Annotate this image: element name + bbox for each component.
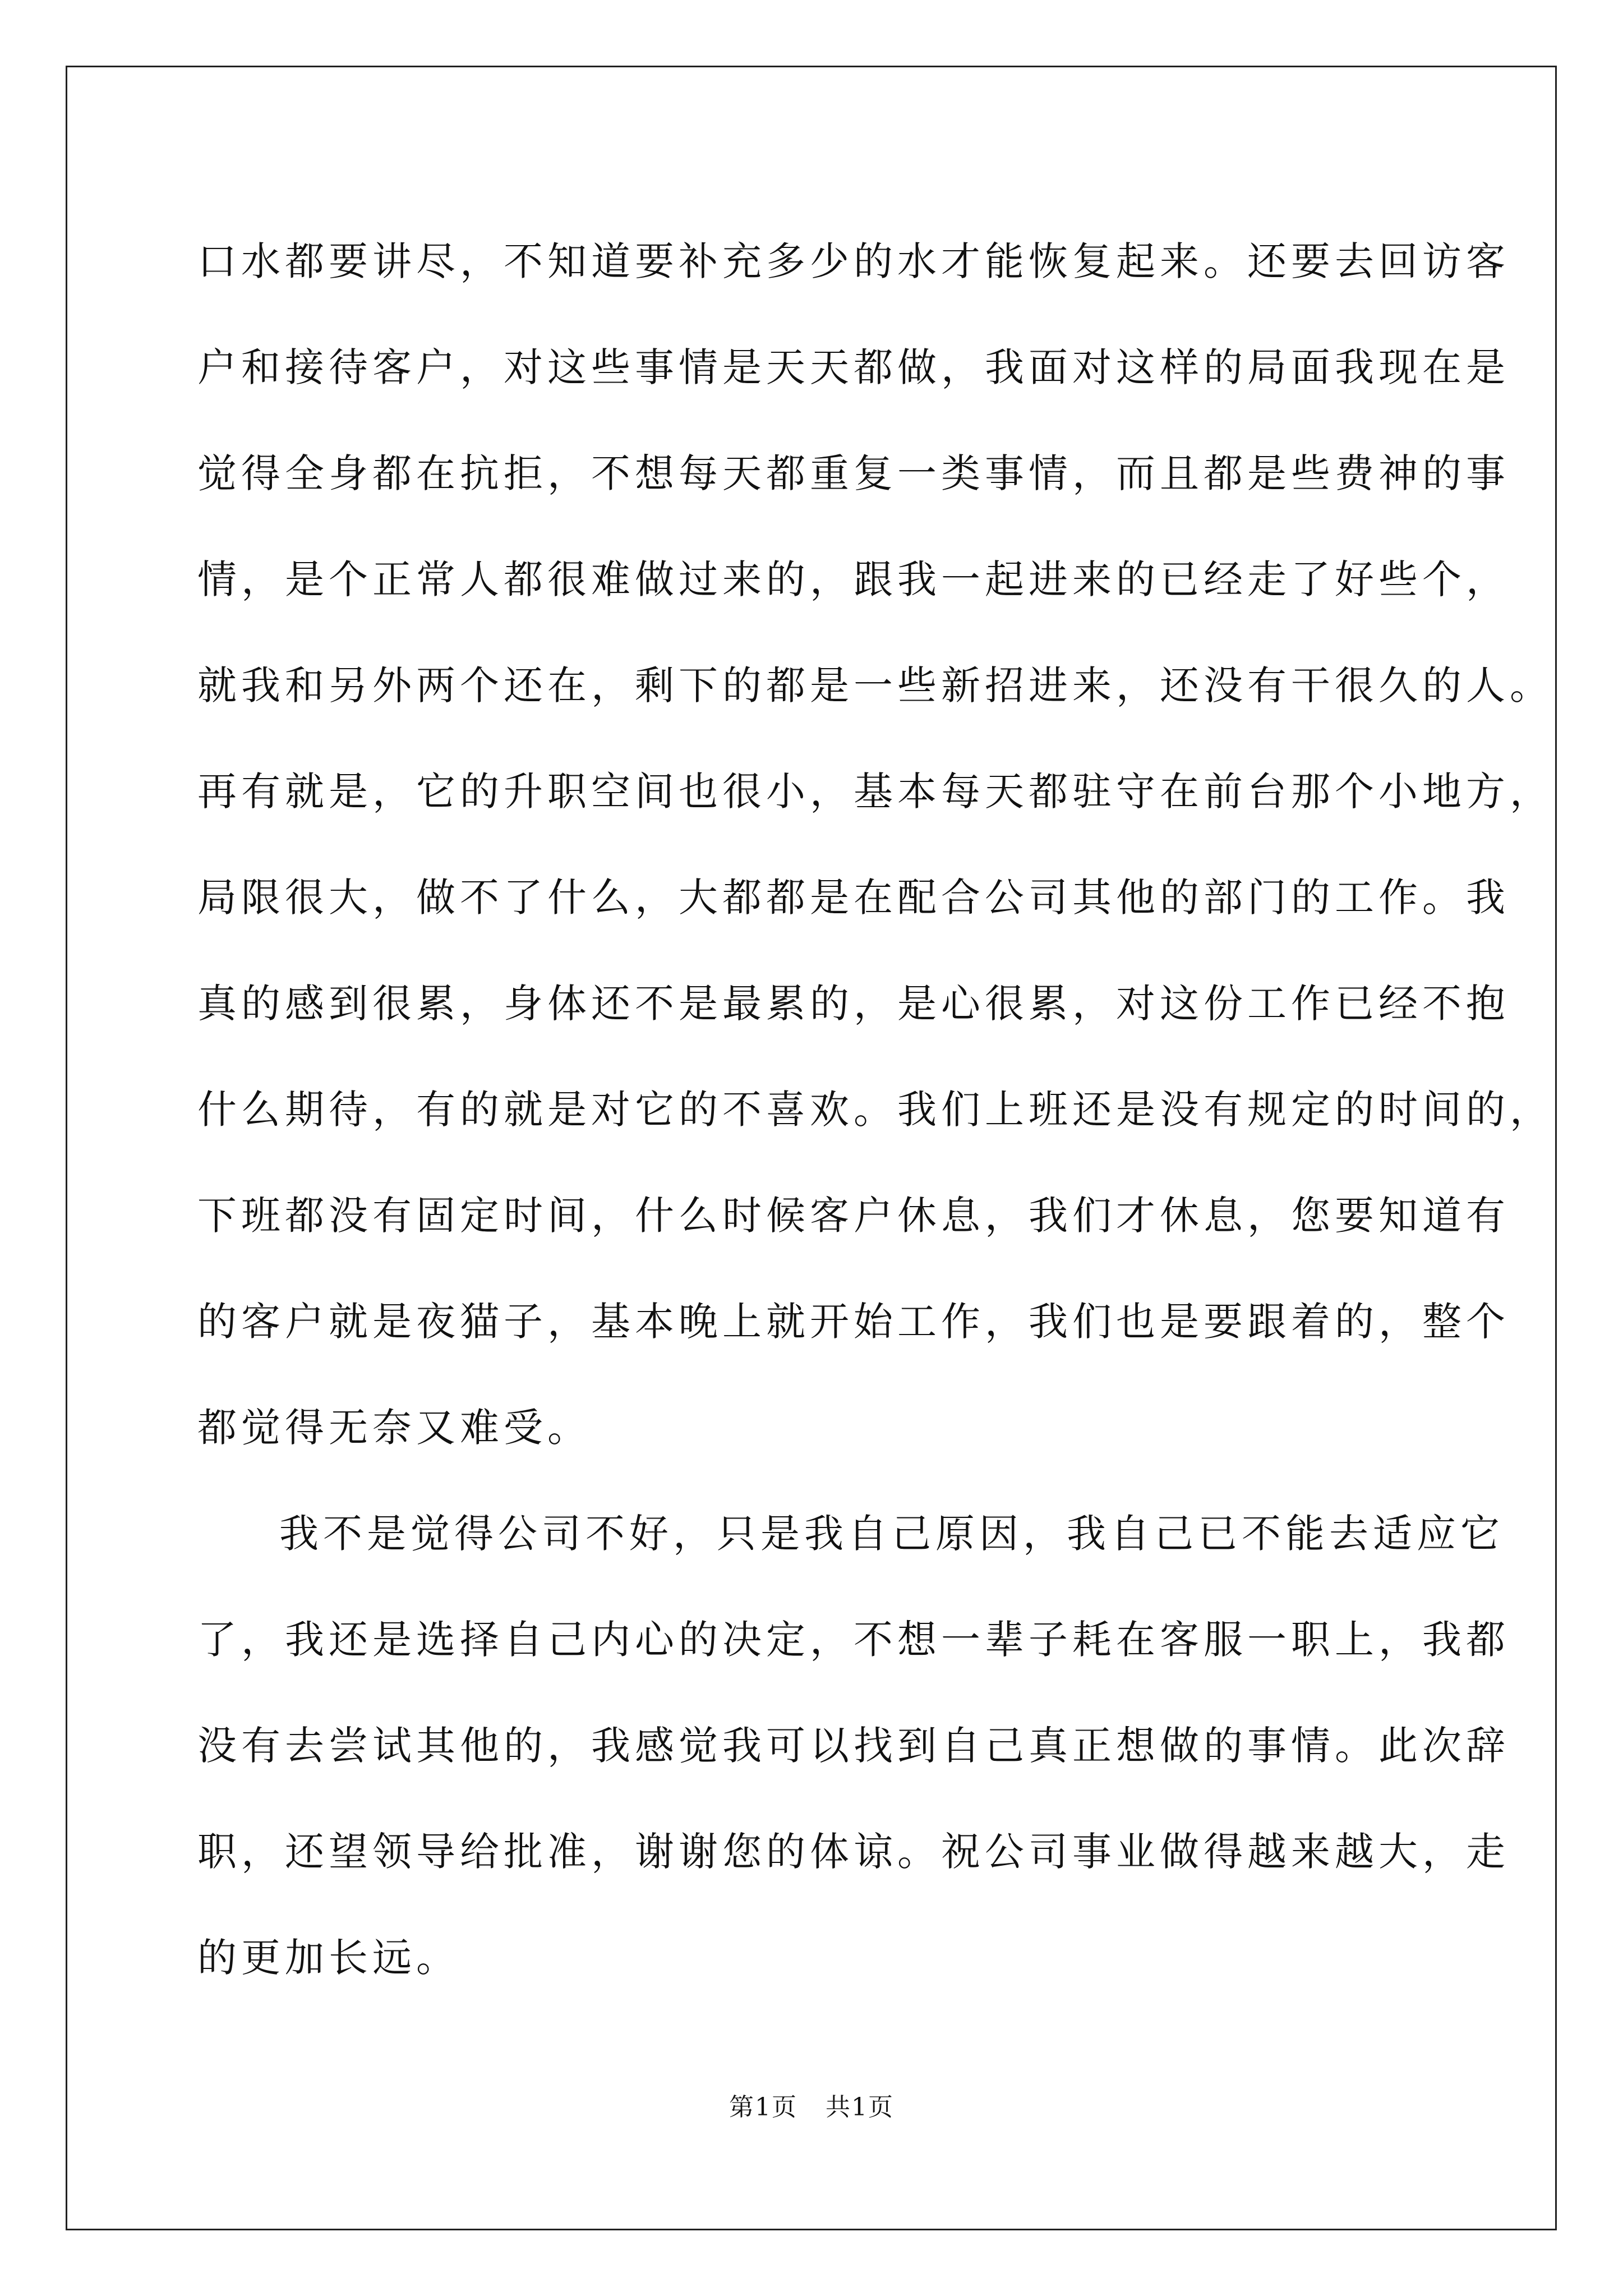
text-line: 我不是觉得公司不好，只是我自己原因，我自己已不能去适应它 bbox=[279, 1511, 1504, 1557]
text-line: 真的感到很累，身体还不是最累的，是心很累，对这份工作已经不抱 bbox=[197, 981, 1510, 1027]
text-line: 都觉得无奈又难受。 bbox=[197, 1405, 591, 1451]
page-number-total: 共1页 bbox=[826, 2093, 894, 2122]
document-body bbox=[197, 209, 1553, 2011]
paragraph-2 bbox=[197, 1481, 1510, 2011]
text-line: 的客户就是夜猫子，基本晚上就开始工作，我们也是要跟着的，整个 bbox=[197, 1299, 1510, 1345]
text-line: 什么期待，有的就是对它的不喜欢。我们上班还是没有规定的时间的， bbox=[197, 1087, 1553, 1133]
text-line: 就我和另外两个还在，剩下的都是一些新招进来，还没有干很久的人。 bbox=[197, 662, 1553, 708]
text-line: 了，我还是选择自己内心的决定，不想一辈子耗在客服一职上，我都 bbox=[197, 1617, 1510, 1663]
text-line: 觉得全身都在抗拒，不想每天都重复一类事情，而且都是些费神的事 bbox=[197, 450, 1510, 496]
text-line: 没有去尝试其他的，我感觉我可以找到自己真正想做的事情。此次辞 bbox=[197, 1723, 1510, 1769]
text-line: 口水都要讲尽，不知道要补充多少的水才能恢复起来。还要去回访客 bbox=[197, 238, 1510, 284]
text-line: 户和接待客户，对这些事情是天天都做，我面对这样的局面我现在是 bbox=[197, 344, 1510, 390]
text-line: 情，是个正常人都很难做过来的，跟我一起进来的已经走了好些个， bbox=[197, 556, 1510, 602]
text-line: 下班都没有固定时间，什么时候客户休息，我们才休息，您要知道有 bbox=[197, 1193, 1510, 1239]
text-line: 的更加长远。 bbox=[197, 1935, 460, 1981]
text-line: 职，还望领导给批准，谢谢您的体谅。祝公司事业做得越来越大，走 bbox=[197, 1829, 1510, 1875]
text-line: 再有就是，它的升职空间也很小，基本每天都驻守在前台那个小地方， bbox=[197, 769, 1553, 815]
paragraph-1 bbox=[197, 209, 1553, 1481]
page-footer bbox=[0, 2087, 1623, 2123]
text-line: 局限很大，做不了什么，大都都是在配合公司其他的部门的工作。我 bbox=[197, 875, 1510, 921]
page-number-current: 第1页 bbox=[729, 2093, 797, 2122]
